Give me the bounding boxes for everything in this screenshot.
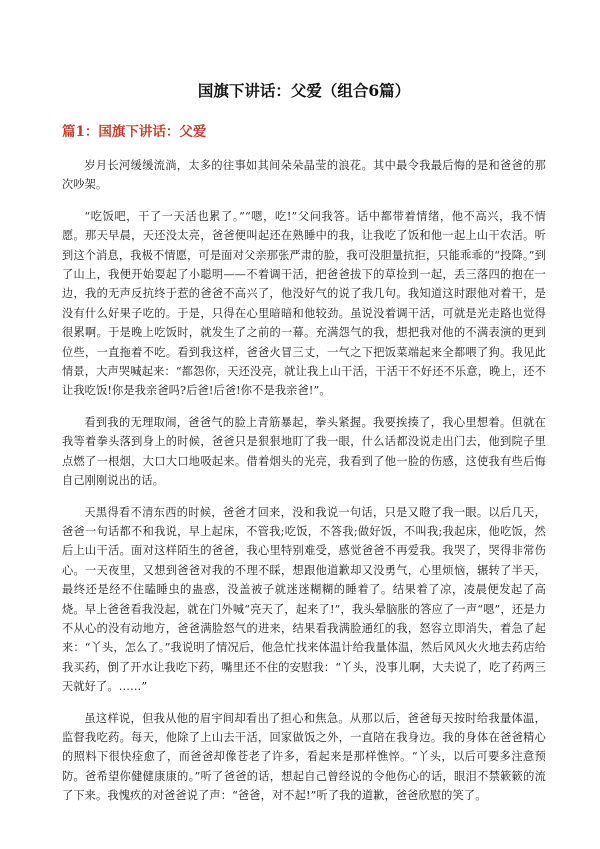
paragraph-2: “吃饭吧，干了一天活也累了。”“嗯，吃!”父问我答。话中都带着情绪，他不高兴，我不情愿。那天早晨，天还没太亮，爸爸便叫起还在熟睡中的我，让我吃了饭和他一起上山干农活。听到这个消息，我极不情愿，可是面对父亲那张严肃的脸，我可没胆量抗拒，只能乖乖的“投降。”到了山上，我便开始耍起了小聪明——不着调干活，把爸爸拔下的草捡到一起，丢三落四的抱在一边，我的无声反抗终于惹的爸爸不高兴了，他没好气的说了我几句。我知道这时跟他对着干，是没有什么好果子吃的。于是，只得在心里暗暗和他较劲。虽说没着调干活，可就是光走路也觉得很累啊。于是晚上吃饭时，就发生了之前的一幕。充满怨气的我，想把我对他的不满表演的更到位些，一直拖着不吃。看到我这样，爸爸火冒三丈，一气之下把饭菜端起来全都喂了狗。我见此情景，大声哭喊起来：“都怨你，天还没亮，就让我上山干活，干活干不好还不乐意，晚上，还不让我吃饭!你是我亲爸吗?后爸!后爸!你不是我亲爸!”。	[62, 209, 546, 398]
paragraph-4: 天黑得看不清东西的时候，爸爸才回来，没和我说一句话，只是又瞪了我一眼。以后几天，爸爸一句话都不和我说，早上起床，不管我;吃饭，不答我;做好饭，不叫我;我起床，他吃饭，然后上山干活。面对这样陌生的爸爸，我心里特别难受，感觉爸爸不再爱我。我哭了，哭得非常伤心。一天夜里，又想到爸爸对我的不理不睬，想跟他道歉却又没勇气，心里烦恼，辗转了半天，最终还是经不住瞌睡虫的蛊惑，没盖被子就迷迷糊糊的睡着了。结果着了凉，凌晨便发起了高烧。早上爸爸看我没起，就在门外喊“亮天了，起来了!”，我头晕脑胀的答应了一声“嗯”，还是力不从心的没有动地方，爸爸满脸怒气的进来，结果看我满脸通红的我，怒容立即消失，着急了起来：“丫头，怎么了。”我说明了情况后，他急忙找来体温计给我量体温，然后风风火火地去药店给我买药，倒了开水让我吃下药，嘴里还不住的安慰我：“丫头，没事儿啊，大夫说了，吃了药两三天就好了。……”	[62, 505, 546, 694]
document-title: 国旗下讲话：父爱（组合6篇）	[197, 81, 411, 100]
section-heading: 篇1：国旗下讲话：父爱	[62, 124, 207, 140]
paragraph-3: 看到我的无理取闹，爸爸气的脸上青筋暴起，拳头紧握。我要挨揍了，我心里想着。但就在我等着拳头落到身上的时候，爸爸只是狠狠地盯了我一眼，什么话都没说走出门去，他到院子里点燃了一根烟，大口大口地吸起来。借着烟头的光亮，我看到了他一脸的伤感，这使我有些后悔自己刚刚说出的话。	[62, 415, 546, 488]
paragraph-5: 虽这样说，但我从他的眉宇间却看出了担心和焦急。从那以后，爸爸每天按时给我量体温，监督我吃药。每天，他除了上山去干活，回家做饭之外，一直陪在我身边。我的身体在爸爸精心的照料下很快痊愈了，而爸爸却像苍老了许多，看起来是那样憔悴。“丫头，以后可要多注意预防。爸希望你健健康康的。”听了爸爸的话，想起自己曾经说的令他伤心的话，眼泪不禁簌簌的流了下来。我愧疚的对爸爸说了声：“爸爸，对不起!”听了我的道歉，爸爸欣慰的笑了。	[62, 711, 546, 803]
paragraph-1: 岁月长河缓缓流淌，太多的往事如其间朵朵晶莹的浪花。其中最令我最后悔的是和爸爸的那次吵架。	[62, 159, 546, 192]
